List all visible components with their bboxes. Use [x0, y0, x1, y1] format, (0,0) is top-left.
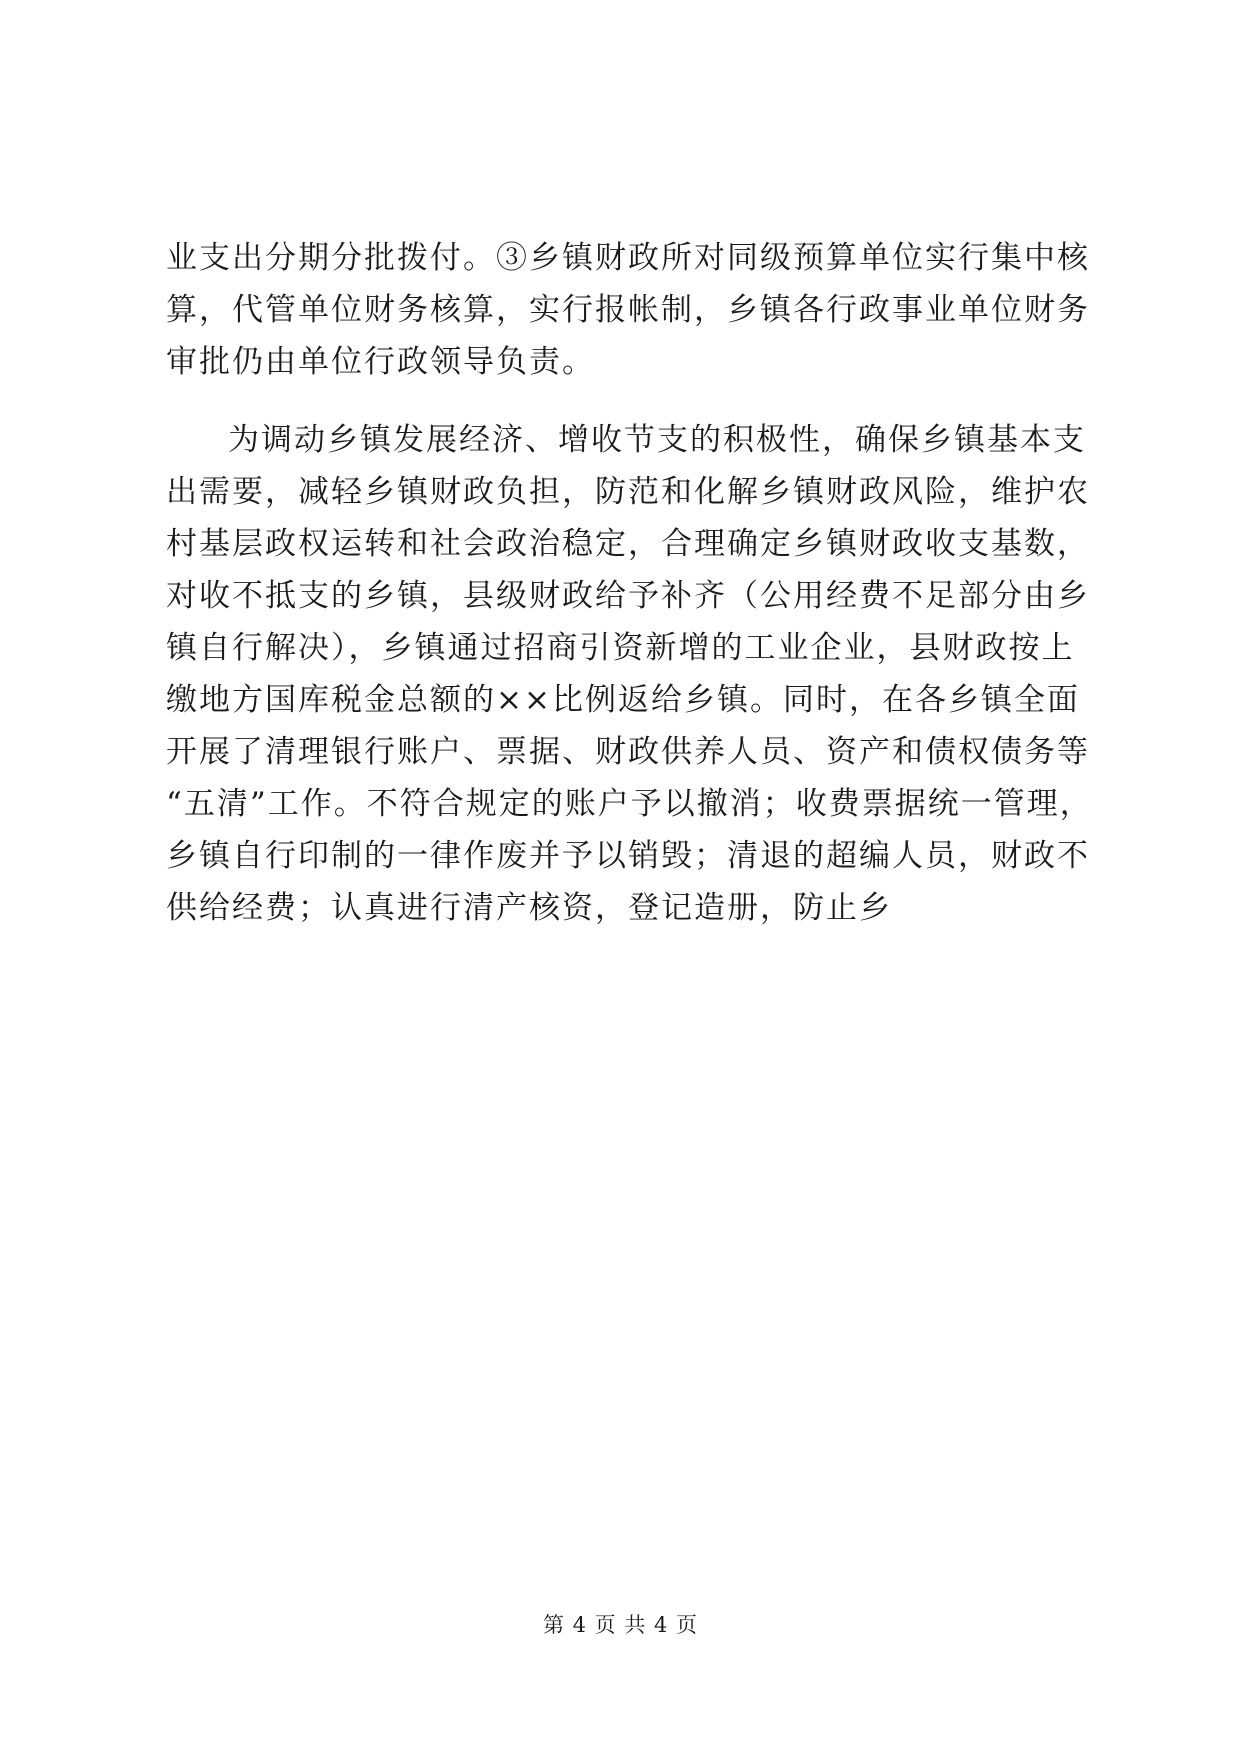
paragraph-2-line-2: 出需要，减轻乡镇财政负担，防范和化解乡镇财政风险，维护农	[166, 474, 1090, 510]
paragraph-2-line-4: 对收不抵支的乡镇，县级财政给予补齐（公用经费不足部分由乡	[166, 578, 1090, 614]
document-body	[166, 232, 1096, 934]
paragraph-2-line-7: 开展了清理银行账户、票据、财政供养人员、资产和债权债务等	[166, 734, 1090, 770]
paragraph-2-line-6: 缴地方国库税金总额的××比例返给乡镇。同时，在各乡镇全面	[166, 682, 1080, 718]
paragraph-1-line-1: 业支出分期分批拨付。③乡镇财政所对同级预算单位实行集中核	[166, 240, 1090, 276]
paragraph-2-line-9: 乡镇自行印制的一律作废并予以销毁；清退的超编人员，财政不	[166, 838, 1090, 874]
page-number-label: 第 4 页 共 4 页	[542, 1613, 699, 1637]
paragraph-2-line-3: 村基层政权运转和社会政治稳定，合理确定乡镇财政收支基数，	[166, 526, 1090, 562]
paragraph-spacer	[166, 388, 1096, 414]
paragraph-2-line-8: “五清”工作。不符合规定的账户予以撤消；收费票据统一管理，	[166, 786, 1093, 822]
paragraph-1-line-2: 算，代管单位财务核算，实行报帐制，乡镇各行政事业单位财务	[166, 292, 1090, 328]
paragraph-2-line-10: 供给经费；认真进行清产核资，登记造册，防止乡	[166, 890, 892, 926]
page-footer	[0, 1610, 1241, 1640]
paragraph-2-line-5: 镇自行解决），乡镇通过招商引资新增的工业企业，县财政按上	[166, 630, 1075, 666]
paragraph-2-line-1: 为调动乡镇发展经济、增收节支的积极性，确保乡镇基本支	[228, 422, 1086, 458]
paragraph-1-line-3: 审批仍由单位行政领导负责。	[166, 344, 595, 380]
